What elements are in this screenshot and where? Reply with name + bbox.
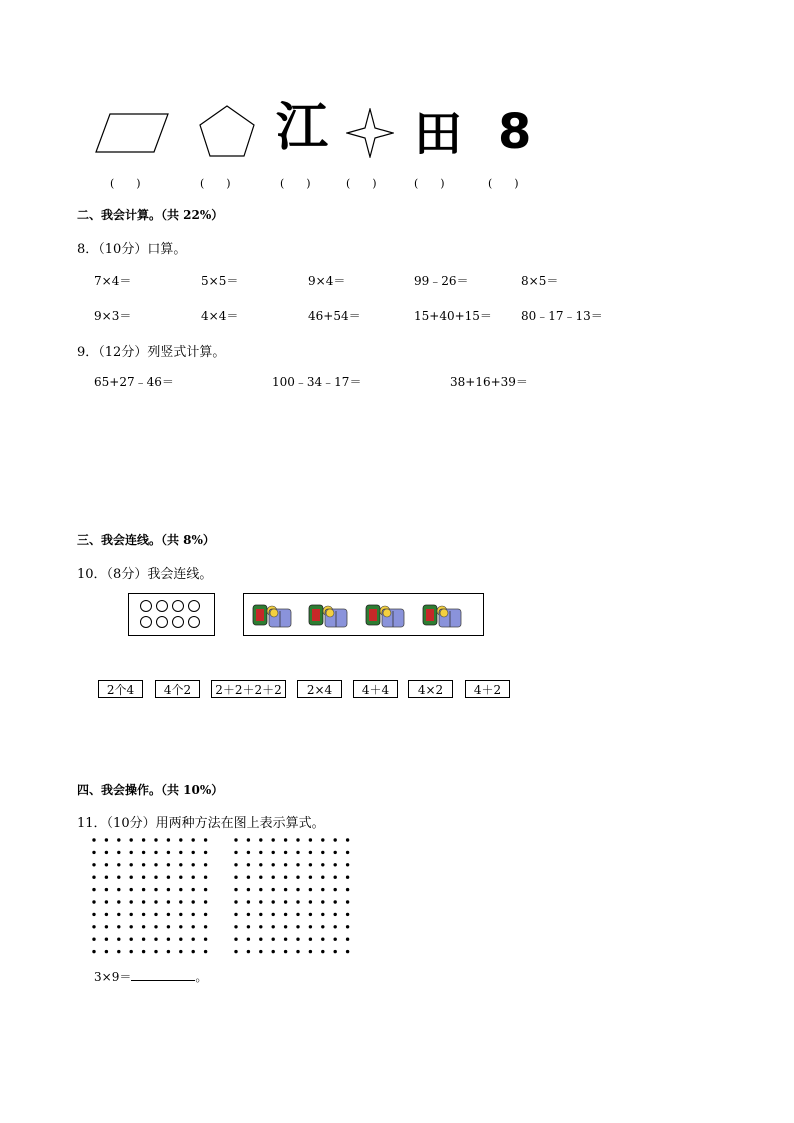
grid-dot xyxy=(296,876,299,879)
grid-dot xyxy=(192,838,195,841)
section2-title: 二、我会计算。（共 22%） xyxy=(77,208,224,222)
q11-answer-blank[interactable] xyxy=(131,968,195,981)
grid-dot xyxy=(334,950,337,953)
grid-dot xyxy=(167,925,170,928)
grid-dot xyxy=(346,838,349,841)
grid-dot xyxy=(259,925,262,928)
grid-dot xyxy=(167,876,170,879)
grid-dot xyxy=(234,900,237,903)
grid-dot xyxy=(204,876,207,879)
answer-slot-1: ( ) xyxy=(110,177,141,190)
grid-dot xyxy=(204,950,207,953)
grid-dot xyxy=(296,900,299,903)
grid-dot xyxy=(105,938,108,941)
grid-dot xyxy=(296,938,299,941)
grid-dot xyxy=(204,838,207,841)
q9-item-2: 100﹣34﹣17＝ xyxy=(272,375,362,389)
grid-dot xyxy=(130,888,133,891)
grid-dot xyxy=(321,900,324,903)
grid-dot xyxy=(204,938,207,941)
grid-dot xyxy=(179,888,182,891)
tian-character: 田 xyxy=(414,106,463,162)
grid-dot xyxy=(117,851,120,854)
grid-dot xyxy=(105,950,108,953)
grid-dot xyxy=(154,900,157,903)
grid-dot xyxy=(259,851,262,854)
grid-dot xyxy=(284,888,287,891)
q11-label: 11．（10分）用两种方法在图上表示算式。 xyxy=(77,816,325,831)
q8-r2-c4: 15+40+15＝ xyxy=(414,309,492,323)
grid-dot xyxy=(105,925,108,928)
dot-grid-right[interactable] xyxy=(232,836,354,958)
grid-dot xyxy=(346,863,349,866)
section4-title: 四、我会操作。（共 10%） xyxy=(77,783,224,797)
grid-dot xyxy=(142,950,145,953)
grid-dot xyxy=(334,851,337,854)
q8-label: 8．（10分）口算。 xyxy=(77,242,187,257)
grid-dot xyxy=(105,876,108,879)
grid-dot xyxy=(296,913,299,916)
answer-slot-3: ( ) xyxy=(280,177,311,190)
grid-dot xyxy=(272,838,275,841)
q8-r1-c1: 7×4＝ xyxy=(94,274,132,288)
grid-dot xyxy=(234,851,237,854)
grid-dot xyxy=(346,876,349,879)
grid-dot xyxy=(346,900,349,903)
grid-dot xyxy=(167,938,170,941)
grid-dot xyxy=(309,888,312,891)
grid-dot xyxy=(259,888,262,891)
grid-dot xyxy=(179,838,182,841)
grid-dot xyxy=(117,863,120,866)
grid-dot xyxy=(142,913,145,916)
grid-dot xyxy=(142,851,145,854)
grid-dot xyxy=(234,950,237,953)
grid-dot xyxy=(154,950,157,953)
grid-dot xyxy=(142,938,145,941)
grid-dot xyxy=(130,838,133,841)
grid-dot xyxy=(105,888,108,891)
grid-dot xyxy=(192,888,195,891)
parallelogram-figure xyxy=(94,112,170,156)
grid-dot xyxy=(204,900,207,903)
grid-dot xyxy=(272,863,275,866)
grid-dot xyxy=(204,925,207,928)
grid-dot xyxy=(92,938,95,941)
q9-item-3: 38+16+39＝ xyxy=(450,375,528,389)
jiang-character: 江 xyxy=(276,98,329,158)
grid-dot xyxy=(321,913,324,916)
grid-dot xyxy=(272,950,275,953)
pentagon-figure xyxy=(198,104,256,158)
grid-dot xyxy=(117,950,120,953)
grid-dot xyxy=(167,851,170,854)
grid-dot xyxy=(142,863,145,866)
backpacks-group-box xyxy=(243,593,485,637)
grid-dot xyxy=(334,925,337,928)
grid-dot xyxy=(284,900,287,903)
grid-dot xyxy=(192,863,195,866)
grid-dot xyxy=(284,876,287,879)
grid-dot xyxy=(142,925,145,928)
grid-dot xyxy=(321,950,324,953)
grid-dot xyxy=(346,938,349,941)
grid-dot xyxy=(130,900,133,903)
grid-dot xyxy=(179,938,182,941)
dot-grid-left[interactable] xyxy=(90,836,212,958)
grid-dot xyxy=(117,876,120,879)
grid-dot xyxy=(105,851,108,854)
grid-dot xyxy=(247,863,250,866)
grid-dot xyxy=(346,925,349,928)
grid-dot xyxy=(296,838,299,841)
grid-dot xyxy=(334,913,337,916)
grid-dot xyxy=(272,900,275,903)
circles-group-box xyxy=(128,593,216,637)
grid-dot xyxy=(259,838,262,841)
grid-dot xyxy=(346,913,349,916)
grid-dot xyxy=(130,913,133,916)
grid-dot xyxy=(167,838,170,841)
answer-slot-5: ( ) xyxy=(414,177,445,190)
grid-dot xyxy=(234,863,237,866)
answer-slot-6: ( ) xyxy=(488,177,519,190)
grid-dot xyxy=(192,913,195,916)
grid-dot xyxy=(117,900,120,903)
grid-dot xyxy=(284,863,287,866)
grid-dot xyxy=(321,851,324,854)
grid-dot xyxy=(154,876,157,879)
grid-dot xyxy=(334,838,337,841)
grid-dot xyxy=(321,876,324,879)
grid-dot xyxy=(105,913,108,916)
grid-dot xyxy=(167,888,170,891)
grid-dot xyxy=(130,925,133,928)
grid-dot xyxy=(321,888,324,891)
grid-dot xyxy=(247,900,250,903)
grid-dot xyxy=(142,838,145,841)
grid-dot xyxy=(346,950,349,953)
grid-dot xyxy=(92,925,95,928)
grid-dot xyxy=(117,838,120,841)
grid-dot xyxy=(154,913,157,916)
q8-r2-c5: 80﹣17﹣13＝ xyxy=(521,309,603,323)
grid-dot xyxy=(154,938,157,941)
grid-dot xyxy=(247,851,250,854)
grid-dot xyxy=(272,851,275,854)
grid-dot xyxy=(247,938,250,941)
answer-slot-2: ( ) xyxy=(200,177,231,190)
option-box-4[interactable]: 2×4 xyxy=(297,680,342,698)
grid-dot xyxy=(192,900,195,903)
grid-dot xyxy=(272,913,275,916)
grid-dot xyxy=(117,888,120,891)
grid-dot xyxy=(334,863,337,866)
grid-dot xyxy=(309,876,312,879)
grid-dot xyxy=(142,876,145,879)
q10-label: 10．（8分）我会连线。 xyxy=(77,567,213,582)
grid-dot xyxy=(309,950,312,953)
grid-dot xyxy=(334,938,337,941)
grid-dot xyxy=(179,863,182,866)
grid-dot xyxy=(204,851,207,854)
grid-dot xyxy=(234,838,237,841)
grid-dot xyxy=(234,925,237,928)
grid-dot xyxy=(309,938,312,941)
grid-dot xyxy=(309,925,312,928)
grid-dot xyxy=(92,913,95,916)
grid-dot xyxy=(346,851,349,854)
option-box-6[interactable]: 4×2 xyxy=(408,680,453,698)
grid-dot xyxy=(105,863,108,866)
grid-dot xyxy=(259,950,262,953)
grid-dot xyxy=(309,851,312,854)
grid-dot xyxy=(92,950,95,953)
grid-dot xyxy=(259,913,262,916)
option-box-2[interactable]: 4个2 xyxy=(155,680,200,698)
grid-dot xyxy=(247,888,250,891)
grid-dot xyxy=(92,851,95,854)
grid-dot xyxy=(92,876,95,879)
grid-dot xyxy=(284,838,287,841)
grid-dot xyxy=(309,900,312,903)
grid-dot xyxy=(284,913,287,916)
grid-dot xyxy=(142,900,145,903)
grid-dot xyxy=(346,888,349,891)
q8-r1-c4: 99﹣26＝ xyxy=(414,274,469,288)
option-box-7[interactable]: 4＋2 xyxy=(465,680,510,698)
q11-equation-end: 。 xyxy=(195,970,208,984)
grid-dot xyxy=(154,888,157,891)
option-box-1[interactable]: 2个4 xyxy=(98,680,143,698)
grid-dot xyxy=(117,913,120,916)
grid-dot xyxy=(167,913,170,916)
grid-dot xyxy=(179,876,182,879)
grid-dot xyxy=(167,950,170,953)
grid-dot xyxy=(117,938,120,941)
grid-dot xyxy=(272,925,275,928)
grid-dot xyxy=(92,863,95,866)
q11-equation xyxy=(94,968,207,985)
grid-dot xyxy=(234,938,237,941)
option-box-3[interactable]: 2＋2＋2＋2 xyxy=(211,680,286,698)
grid-dot xyxy=(296,888,299,891)
grid-dot xyxy=(92,900,95,903)
grid-dot xyxy=(130,863,133,866)
grid-dot xyxy=(179,851,182,854)
grid-dot xyxy=(192,851,195,854)
grid-dot xyxy=(296,863,299,866)
grid-dot xyxy=(204,888,207,891)
q8-r1-c5: 8×5＝ xyxy=(521,274,559,288)
grid-dot xyxy=(247,925,250,928)
grid-dot xyxy=(284,950,287,953)
grid-dot xyxy=(296,851,299,854)
grid-dot xyxy=(130,950,133,953)
grid-dot xyxy=(105,838,108,841)
q9-label: 9．（12分）列竖式计算。 xyxy=(77,345,226,360)
grid-dot xyxy=(92,888,95,891)
grid-dot xyxy=(130,938,133,941)
q8-r2-c3: 46+54＝ xyxy=(308,309,361,323)
grid-dot xyxy=(167,900,170,903)
grid-dot xyxy=(92,838,95,841)
q11-equation-text: 3×9＝ xyxy=(94,970,132,984)
q8-r2-c1: 9×3＝ xyxy=(94,309,132,323)
four-point-star-figure xyxy=(346,108,394,158)
grid-dot xyxy=(179,925,182,928)
grid-dot xyxy=(309,913,312,916)
grid-dot xyxy=(247,950,250,953)
grid-dot xyxy=(154,925,157,928)
grid-dot xyxy=(204,913,207,916)
grid-dot xyxy=(272,938,275,941)
grid-dot xyxy=(259,876,262,879)
grid-dot xyxy=(247,838,250,841)
section3-title: 三、我会连线。（共 8%） xyxy=(77,533,215,547)
grid-dot xyxy=(247,913,250,916)
grid-dot xyxy=(105,900,108,903)
q8-r2-c2: 4×4＝ xyxy=(201,309,239,323)
grid-dot xyxy=(192,938,195,941)
grid-dot xyxy=(234,913,237,916)
grid-dot xyxy=(130,851,133,854)
grid-dot xyxy=(154,838,157,841)
grid-dot xyxy=(142,888,145,891)
grid-dot xyxy=(192,925,195,928)
grid-dot xyxy=(179,950,182,953)
grid-dot xyxy=(247,876,250,879)
grid-dot xyxy=(296,950,299,953)
grid-dot xyxy=(284,925,287,928)
grid-dot xyxy=(321,838,324,841)
grid-dot xyxy=(321,863,324,866)
grid-dot xyxy=(296,925,299,928)
grid-dot xyxy=(259,863,262,866)
grid-dot xyxy=(259,900,262,903)
grid-dot xyxy=(309,863,312,866)
grid-dot xyxy=(130,876,133,879)
grid-dot xyxy=(284,851,287,854)
answer-slot-4: ( ) xyxy=(346,177,377,190)
grid-dot xyxy=(117,925,120,928)
option-box-5[interactable]: 4＋4 xyxy=(353,680,398,698)
grid-dot xyxy=(234,888,237,891)
grid-dot xyxy=(321,925,324,928)
grid-dot xyxy=(179,913,182,916)
grid-dot xyxy=(334,888,337,891)
grid-dot xyxy=(154,851,157,854)
grid-dot xyxy=(334,900,337,903)
grid-dot xyxy=(321,938,324,941)
grid-dot xyxy=(259,938,262,941)
grid-dot xyxy=(192,950,195,953)
grid-dot xyxy=(284,938,287,941)
grid-dot xyxy=(272,876,275,879)
grid-dot xyxy=(179,900,182,903)
q9-item-1: 65+27﹣46＝ xyxy=(94,375,174,389)
grid-dot xyxy=(334,876,337,879)
digit-eight: 8 xyxy=(498,104,532,160)
grid-dot xyxy=(234,876,237,879)
q8-r1-c2: 5×5＝ xyxy=(201,274,239,288)
grid-dot xyxy=(167,863,170,866)
grid-dot xyxy=(272,888,275,891)
q8-r1-c3: 9×4＝ xyxy=(308,274,346,288)
grid-dot xyxy=(204,863,207,866)
grid-dot xyxy=(154,863,157,866)
grid-dot xyxy=(309,838,312,841)
grid-dot xyxy=(192,876,195,879)
